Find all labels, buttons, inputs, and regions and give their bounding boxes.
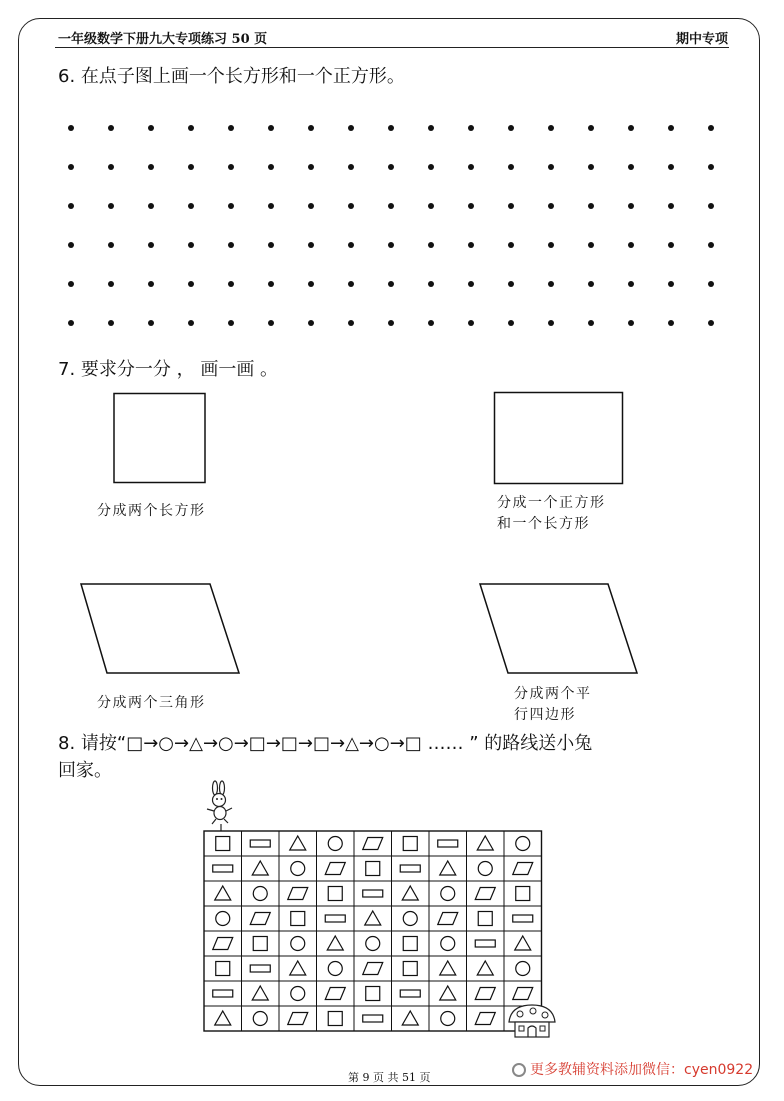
grid-cell-parallelogram[interactable]: [475, 888, 495, 900]
grid-dot[interactable]: [268, 125, 274, 131]
grid-cell-parallelogram[interactable]: [363, 838, 383, 850]
grid-dot[interactable]: [548, 281, 554, 287]
grid-cell-parallelogram[interactable]: [475, 1013, 495, 1025]
grid-dot[interactable]: [588, 203, 594, 209]
grid-cell-bar[interactable]: [438, 840, 458, 847]
grid-dot[interactable]: [68, 320, 74, 326]
grid-cell-circle[interactable]: [253, 1012, 267, 1026]
grid-dot[interactable]: [188, 242, 194, 248]
grid-cell-triangle[interactable]: [515, 936, 531, 950]
grid-cell-parallelogram[interactable]: [475, 988, 495, 1000]
grid-dot[interactable]: [388, 125, 394, 131]
grid-cell-circle[interactable]: [291, 937, 305, 951]
grid-cell-bar[interactable]: [250, 840, 270, 847]
grid-dot[interactable]: [508, 320, 514, 326]
grid-cell-circle[interactable]: [253, 887, 267, 901]
grid-cell-triangle[interactable]: [402, 886, 418, 900]
grid-dot[interactable]: [428, 320, 434, 326]
grid-dot[interactable]: [668, 125, 674, 131]
grid-cell-triangle[interactable]: [290, 961, 306, 975]
grid-dot[interactable]: [428, 281, 434, 287]
grid-dot[interactable]: [308, 281, 314, 287]
grid-dot[interactable]: [388, 203, 394, 209]
grid-cell-triangle[interactable]: [402, 1011, 418, 1025]
grid-cell-circle[interactable]: [216, 912, 230, 926]
grid-cell-circle[interactable]: [516, 962, 530, 976]
grid-cell-bar[interactable]: [475, 940, 495, 947]
grid-dot[interactable]: [628, 320, 634, 326]
grid-dot[interactable]: [708, 164, 714, 170]
dot-grid[interactable]: [0, 0, 784, 340]
grid-dot[interactable]: [548, 203, 554, 209]
grid-dot[interactable]: [108, 320, 114, 326]
grid-cell-bar[interactable]: [213, 990, 233, 997]
grid-cell-circle[interactable]: [441, 1012, 455, 1026]
grid-cell-parallelogram[interactable]: [288, 888, 308, 900]
grid-cell-triangle[interactable]: [440, 961, 456, 975]
grid-cell-bar[interactable]: [363, 1015, 383, 1022]
grid-dot[interactable]: [388, 164, 394, 170]
grid-dot[interactable]: [148, 281, 154, 287]
grid-cell-triangle[interactable]: [215, 1011, 231, 1025]
grid-dot[interactable]: [268, 164, 274, 170]
grid-dot[interactable]: [348, 242, 354, 248]
grid-dot[interactable]: [428, 125, 434, 131]
grid-dot[interactable]: [668, 164, 674, 170]
grid-dot[interactable]: [188, 125, 194, 131]
label-parallelogram-triangles: 分成两个三角形: [97, 695, 206, 711]
grid-dot[interactable]: [268, 242, 274, 248]
watermark-text: 更多教辅资料添加微信：cyen0922: [530, 1062, 754, 1078]
grid-dot[interactable]: [508, 164, 514, 170]
grid-cell-triangle[interactable]: [252, 986, 268, 1000]
grid-cell-square[interactable]: [478, 912, 492, 926]
grid-dot[interactable]: [428, 203, 434, 209]
grid-cell-triangle[interactable]: [252, 861, 268, 875]
grid-dot[interactable]: [388, 281, 394, 287]
grid-cell-triangle[interactable]: [365, 911, 381, 925]
grid-dot[interactable]: [668, 242, 674, 248]
grid-cell-circle[interactable]: [328, 837, 342, 851]
grid-cell-parallelogram[interactable]: [363, 963, 383, 975]
grid-dot[interactable]: [308, 203, 314, 209]
grid-dot[interactable]: [348, 281, 354, 287]
grid-cell-bar[interactable]: [513, 915, 533, 922]
grid-dot[interactable]: [508, 242, 514, 248]
grid-dot[interactable]: [668, 281, 674, 287]
grid-cell-circle[interactable]: [366, 937, 380, 951]
label-parallelogram-split-line2: 行四边形: [514, 707, 576, 723]
grid-cell-parallelogram[interactable]: [513, 988, 533, 1000]
grid-dot[interactable]: [68, 281, 74, 287]
grid-cell-square[interactable]: [291, 912, 305, 926]
grid-dot[interactable]: [628, 125, 634, 131]
shape-grid[interactable]: [200, 828, 544, 1032]
grid-cell-circle[interactable]: [403, 912, 417, 926]
grid-dot[interactable]: [668, 320, 674, 326]
label-rectangle-split-line2: 和一个长方形: [497, 516, 590, 532]
grid-cell-square[interactable]: [403, 837, 417, 851]
grid-dot[interactable]: [468, 203, 474, 209]
grid-dot[interactable]: [628, 203, 634, 209]
grid-cell-triangle[interactable]: [440, 861, 456, 875]
header-title: 一年级数学下册九大专项练习 50 页: [58, 32, 268, 47]
mushroom-house-icon: [505, 1002, 559, 1040]
grid-cell-circle[interactable]: [441, 937, 455, 951]
grid-cell-circle[interactable]: [478, 862, 492, 876]
grid-dot[interactable]: [508, 281, 514, 287]
grid-cell-square[interactable]: [216, 837, 230, 851]
label-parallelogram-split-line1: 分成两个平: [514, 686, 592, 702]
grid-cell-parallelogram[interactable]: [288, 1013, 308, 1025]
grid-dot[interactable]: [108, 281, 114, 287]
header-section-tag: 期中专项: [675, 32, 728, 47]
grid-dot[interactable]: [588, 242, 594, 248]
grid-cell-parallelogram[interactable]: [325, 988, 345, 1000]
grid-cell-square[interactable]: [403, 962, 417, 976]
grid-dot[interactable]: [348, 203, 354, 209]
grid-cell-triangle[interactable]: [327, 936, 343, 950]
grid-dot[interactable]: [108, 164, 114, 170]
wechat-icon: [512, 1063, 526, 1077]
grid-dot[interactable]: [68, 242, 74, 248]
watermark: [512, 1059, 753, 1079]
grid-cell-square[interactable]: [328, 887, 342, 901]
grid-dot[interactable]: [628, 164, 634, 170]
grid-dot[interactable]: [588, 125, 594, 131]
grid-dot[interactable]: [228, 164, 234, 170]
grid-dot[interactable]: [468, 320, 474, 326]
grid-dot[interactable]: [188, 320, 194, 326]
grid-cell-bar[interactable]: [363, 890, 383, 897]
grid-dot[interactable]: [308, 320, 314, 326]
grid-cell-bar[interactable]: [400, 990, 420, 997]
grid-cell-bar[interactable]: [213, 865, 233, 872]
parallelogram-right[interactable]: [477, 582, 641, 676]
grid-dot[interactable]: [508, 203, 514, 209]
grid-dot[interactable]: [348, 320, 354, 326]
grid-cell-parallelogram[interactable]: [513, 863, 533, 875]
grid-dot[interactable]: [308, 164, 314, 170]
grid-dot[interactable]: [508, 125, 514, 131]
grid-dot[interactable]: [228, 320, 234, 326]
grid-dot[interactable]: [188, 164, 194, 170]
grid-dot[interactable]: [108, 203, 114, 209]
grid-dot[interactable]: [708, 125, 714, 131]
grid-dot[interactable]: [548, 242, 554, 248]
question-6-title: 6. 在点子图上画一个长方形和一个正方形。: [58, 66, 405, 87]
grid-dot[interactable]: [388, 242, 394, 248]
grid-cell-square[interactable]: [403, 937, 417, 951]
label-rectangle-split-line1: 分成一个正方形: [497, 495, 606, 511]
grid-dot[interactable]: [428, 242, 434, 248]
square-shape[interactable]: [112, 392, 208, 486]
label-square-split: 分成两个长方形: [97, 503, 206, 519]
grid-dot[interactable]: [708, 320, 714, 326]
grid-dot[interactable]: [708, 203, 714, 209]
grid-dot[interactable]: [148, 125, 154, 131]
grid-dot[interactable]: [468, 125, 474, 131]
grid-dot[interactable]: [548, 320, 554, 326]
grid-dot[interactable]: [68, 164, 74, 170]
grid-cell-triangle[interactable]: [477, 836, 493, 850]
grid-dot[interactable]: [108, 125, 114, 131]
grid-cell-bar[interactable]: [250, 965, 270, 972]
grid-dot[interactable]: [468, 242, 474, 248]
grid-cell-triangle[interactable]: [290, 836, 306, 850]
grid-cell-square[interactable]: [253, 937, 267, 951]
grid-dot[interactable]: [228, 203, 234, 209]
grid-dot[interactable]: [548, 164, 554, 170]
grid-dot[interactable]: [268, 203, 274, 209]
grid-dot[interactable]: [148, 320, 154, 326]
grid-dot[interactable]: [148, 164, 154, 170]
grid-cell-parallelogram[interactable]: [325, 863, 345, 875]
grid-dot[interactable]: [708, 281, 714, 287]
grid-dot[interactable]: [628, 281, 634, 287]
grid-dot[interactable]: [268, 320, 274, 326]
grid-dot[interactable]: [588, 320, 594, 326]
grid-cell-square[interactable]: [216, 962, 230, 976]
grid-cell-triangle[interactable]: [440, 986, 456, 1000]
grid-dot[interactable]: [308, 242, 314, 248]
grid-dot[interactable]: [708, 242, 714, 248]
grid-cell-circle[interactable]: [291, 862, 305, 876]
grid-dot[interactable]: [468, 281, 474, 287]
grid-dot[interactable]: [148, 242, 154, 248]
grid-dot[interactable]: [388, 320, 394, 326]
grid-dot[interactable]: [188, 281, 194, 287]
grid-dot[interactable]: [228, 281, 234, 287]
grid-dot[interactable]: [188, 203, 194, 209]
grid-cell-parallelogram[interactable]: [438, 913, 458, 925]
rectangle-shape[interactable]: [493, 391, 625, 486]
grid-cell-circle[interactable]: [328, 962, 342, 976]
question-8-title-line1: 8. 请按“□→○→△→○→□→□→□→△→○→□ …… ” 的路线送小兔: [58, 733, 593, 754]
grid-dot[interactable]: [68, 125, 74, 131]
grid-cell-square[interactable]: [366, 987, 380, 1001]
grid-cell-square[interactable]: [366, 862, 380, 876]
grid-cell-bar[interactable]: [325, 915, 345, 922]
grid-dot[interactable]: [548, 125, 554, 131]
question-7-title: 7. 要求分一分 ， 画一画 。: [58, 359, 279, 380]
grid-dot[interactable]: [228, 125, 234, 131]
parallelogram-left[interactable]: [78, 582, 242, 676]
grid-dot[interactable]: [348, 125, 354, 131]
grid-cell-triangle[interactable]: [215, 886, 231, 900]
grid-dot[interactable]: [268, 281, 274, 287]
grid-dot[interactable]: [628, 242, 634, 248]
grid-cell-square[interactable]: [516, 887, 530, 901]
grid-dot[interactable]: [468, 164, 474, 170]
grid-cell-circle[interactable]: [441, 887, 455, 901]
grid-dot[interactable]: [228, 242, 234, 248]
grid-cell-parallelogram[interactable]: [250, 913, 270, 925]
grid-dot[interactable]: [428, 164, 434, 170]
grid-dot[interactable]: [668, 203, 674, 209]
rabbit-icon: [202, 780, 242, 832]
grid-dot[interactable]: [148, 203, 154, 209]
grid-dot[interactable]: [308, 125, 314, 131]
grid-dot[interactable]: [588, 164, 594, 170]
grid-cell-circle[interactable]: [516, 837, 530, 851]
grid-cell-circle[interactable]: [291, 987, 305, 1001]
grid-dot[interactable]: [68, 203, 74, 209]
grid-cell-square[interactable]: [328, 1012, 342, 1026]
question-8-title-line2: 回家。: [58, 760, 112, 781]
grid-dot[interactable]: [108, 242, 114, 248]
page-footer: 第 9 页 共 51 页: [348, 1071, 431, 1084]
grid-cell-bar[interactable]: [400, 865, 420, 872]
grid-dot[interactable]: [588, 281, 594, 287]
grid-cell-parallelogram[interactable]: [213, 938, 233, 950]
grid-cell-triangle[interactable]: [477, 961, 493, 975]
grid-dot[interactable]: [348, 164, 354, 170]
